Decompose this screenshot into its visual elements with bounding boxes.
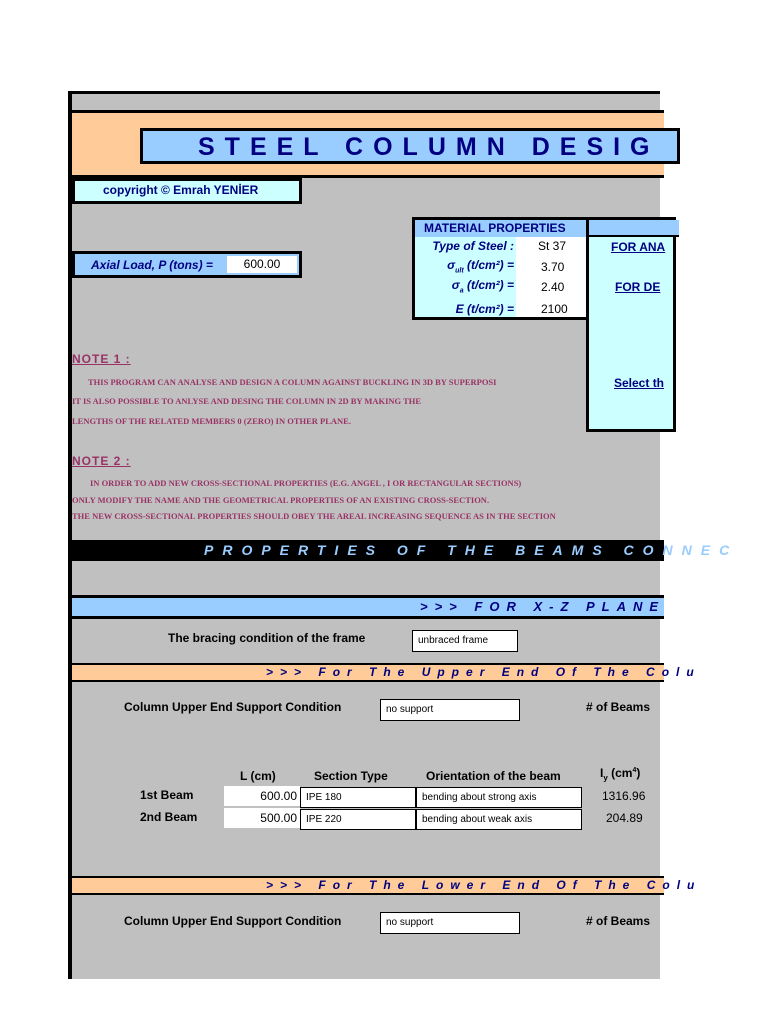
material-properties-table [412,217,590,320]
xz-plane-bar [72,595,664,619]
axial-load-row [72,251,302,278]
iy-header: $I_y$ $(cm^4)$ [600,766,641,783]
length-header: L (cm) [240,769,276,783]
analysis-options-panel [586,217,676,432]
steel-type-value[interactable]: St 37 [538,239,567,253]
beam2-length[interactable]: 500.00 [224,808,300,828]
beam2-iy: 204.89 [606,811,643,825]
lower-support-label: Column Upper End Support Condition [124,914,342,928]
bracing-select[interactable]: unbraced frame [412,630,518,652]
material-properties-header: MATERIAL PROPERTIES [415,220,587,237]
lower-end-bar [72,876,702,895]
beam1-section[interactable]: IPE 180 [300,787,416,808]
note2-line-3: THE NEW CROSS-SECTIONAL PROPERTIES SHOULD OBEY THE AREAL INCREASING SEQUENCE AS IN THE SECTION [72,511,556,521]
elastic-modulus-label: E (t/cm²) = [455,302,514,316]
lower-support-select[interactable]: no support [380,912,520,934]
design-link[interactable]: FOR DE [615,280,661,294]
note2-heading: NOTE 2 : [72,454,131,468]
beam1-name: 1st Beam [140,788,194,802]
section-type-header: Section Type [314,769,388,783]
upper-end-title: >>> For The Upper End Of The Colu [266,665,701,679]
sigma-a-value[interactable]: 2.40 [541,280,565,294]
beam1-length[interactable]: 600.00 [224,786,300,806]
sigma-ult-label: $\sigma_{ult}$ (t/cm²) = [447,258,514,275]
xz-plane-title: >>> FOR X-Z PLANE [420,599,666,614]
note2-line-2: ONLY MODIFY THE NAME AND THE GEOMETRICAL PROPERTIES OF AN EXISTING CROSS-SECTION. [72,495,490,505]
note1-line-2: IT IS ALSO POSSIBLE TO ANLYSE AND DESING THE COLUMN IN 2D BY MAKING THE [72,396,422,406]
note1-line-3: LENGTHS OF THE RELATED MEMBERS 0 (ZERO) IN OTHER PLANE. [72,416,351,426]
lower-beams-count-label: # of Beams [586,914,651,928]
note1-line-1: THIS PROGRAM CAN ANALYSE AND DESIGN A COLUMN AGAINST BUCKLING IN 3D BY SUPERPOSI [88,377,497,387]
sigma-ult-value[interactable]: 3.70 [541,260,565,274]
upper-beams-count-label: # of Beams [586,700,651,714]
beams-section-title: PROPERTIES OF THE BEAMS CONNEC [204,542,739,558]
copyright-label: copyright © Emrah YENİER [72,178,302,204]
analysis-link[interactable]: FOR ANA [611,240,666,254]
spreadsheet-area [68,91,739,979]
beam2-name: 2nd Beam [140,810,198,824]
right-panel-header [589,220,679,237]
upper-end-bar [72,663,701,682]
upper-support-select[interactable]: no support [380,699,520,721]
elastic-modulus-value[interactable]: 2100 [541,302,568,316]
select-link[interactable]: Select th [614,376,665,390]
page-title: STEEL COLUMN DESIG [198,133,660,161]
note2-line-1: IN ORDER TO ADD NEW CROSS-SECTIONAL PROPERTIES (E.G. ANGEL , I OR RECTANGULAR SECTIONS) [90,478,522,488]
note1-heading: NOTE 1 : [72,352,131,366]
beam1-iy: 1316.96 [602,789,646,803]
steel-type-label: Type of Steel : [432,239,514,253]
axial-load-value[interactable]: 600.00 [227,256,297,273]
beam2-section[interactable]: IPE 220 [300,809,416,830]
upper-support-label: Column Upper End Support Condition [124,700,342,714]
beams-section-bar [72,540,739,561]
title-box [140,128,680,164]
axial-load-label: Axial Load, P (tons) = [91,258,213,272]
beam2-orientation[interactable]: bending about weak axis [416,809,582,830]
bracing-label: The bracing condition of the frame [168,631,366,645]
orientation-header: Orientation of the beam [426,769,561,783]
lower-end-title: >>> For The Lower End Of The Colu [266,878,702,892]
sigma-a-label: $\sigma_a$ (t/cm²) = [451,278,514,295]
beam1-orientation[interactable]: bending about strong axis [416,787,582,808]
